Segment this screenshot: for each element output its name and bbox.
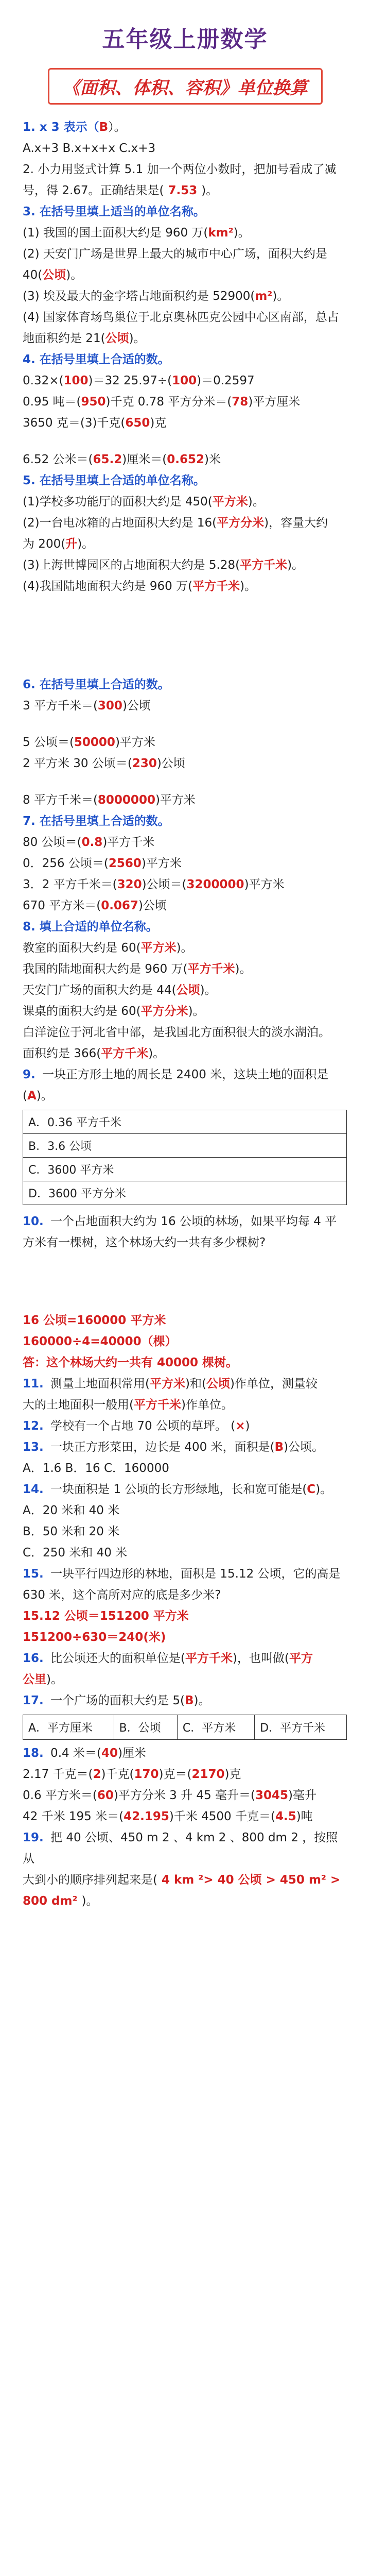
q4-row1-t3: )＝0.2597	[197, 374, 255, 387]
q4-row1	[23, 370, 347, 392]
q10-solution1: 16 公顷=160000 平方米	[23, 1314, 166, 1327]
q14-option-c: C．250 米和 40 米	[23, 1546, 128, 1560]
q18-row1-t1: 0.4 米＝(	[46, 1747, 101, 1760]
q4-row2-a2: 78	[232, 395, 249, 409]
q9-answer: A	[27, 1089, 37, 1103]
q15-solution2: 151200÷630＝240(米)	[23, 1631, 166, 1644]
q8-item2-end: )。	[235, 962, 252, 976]
q6-row4-a1: 8000000	[97, 793, 155, 807]
q18-row2-t3: )克＝(	[158, 1768, 192, 1781]
q5-item4-answer: 平方千米	[192, 580, 240, 593]
q17-option-c: C．平方米	[177, 1715, 254, 1740]
q1	[23, 117, 347, 138]
q19-line2	[23, 1870, 347, 1891]
q10-answer: 答：这个林场大约一共有 40000 棵树。	[23, 1356, 238, 1369]
q8-item5-end: )。	[148, 1047, 165, 1060]
q3-item1	[23, 223, 347, 244]
q5-heading: 5. 在括号里填上合适的单位名称。	[23, 474, 205, 487]
q19-number: 19.	[23, 1831, 44, 1844]
q4-row2-t3: )平方厘米	[248, 395, 301, 409]
q1-options: A.x+3 B.x+x+x C.x+3	[23, 142, 156, 155]
q3-item3-text: (3) 埃及最大的金字塔占地面积约是 52900(	[23, 290, 255, 303]
q4-row3-t2: )克	[150, 416, 167, 430]
q5-item2-end: )。	[77, 537, 94, 551]
q4-row2-a1: 950	[81, 395, 106, 409]
q18-row3-a1: 60	[97, 1789, 114, 1802]
q18-row4-t2: )千米 4500 千克＝(	[169, 1810, 275, 1823]
q7-row2-t2: )平方米	[141, 857, 182, 870]
q14-option-b: B．50 米和 20 米	[23, 1525, 120, 1538]
q11-mid: )和(	[185, 1377, 206, 1391]
q18-row4	[23, 1806, 347, 1827]
q8-item1-answer: 平方米	[140, 941, 177, 955]
q16-answer2: 平方	[289, 1652, 313, 1665]
q6-row3-t1: 2 平方米 30 公顷＝(	[23, 757, 132, 770]
q16-end: )。	[46, 1673, 63, 1686]
q9-text: 一块正方形土地的周长是 2400 米，这块土地的面积是	[38, 1068, 329, 1081]
q10-text: 一个占地面积大约为 16 公顷的林场，如果平均每 4 平	[46, 1215, 337, 1228]
q8-item1-end: )。	[176, 941, 193, 955]
q6-row2	[23, 732, 347, 753]
q14-answer: C	[307, 1483, 316, 1496]
q11-line2	[23, 1395, 347, 1416]
q7-row4	[23, 895, 347, 917]
q8-item3-text: 天安门广场的面积大约是 44(	[23, 984, 177, 997]
q18-row3-a2: 3045	[255, 1789, 288, 1802]
q8-item5-line2	[23, 1043, 347, 1064]
q11-answer3: 平方千米	[133, 1398, 181, 1412]
q5-item2-answer: 平方分米	[217, 516, 265, 530]
q2-line1: 2. 小力用竖式计算 5.1 加一个两位小数时，把加号看成了减	[23, 163, 337, 176]
q17	[23, 1690, 347, 1711]
q9-options-table	[23, 1110, 347, 1205]
q18-row2-t4: )克	[224, 1768, 241, 1781]
q5-item2-line1	[23, 513, 347, 534]
q8-item5-line1: 白洋淀位于河北省中部，是我国北方面积很大的淡水湖泊。	[23, 1026, 330, 1039]
page-title: 五年级上册数学	[102, 26, 268, 53]
q17-option-a: A．平方厘米	[23, 1715, 114, 1740]
q4-row4-t3: )米	[204, 453, 221, 466]
q9-line2	[23, 1086, 347, 1107]
q3-item1-text: (1) 我国的国土面积大约是 960 万(	[23, 226, 208, 240]
q7-row4-t2: )公顷	[138, 899, 167, 912]
q4-row3-t1: 3650 克＝(3)千克(	[23, 416, 126, 430]
q13	[23, 1437, 347, 1458]
q11-text2: 大的土地面积一般用(	[23, 1398, 134, 1412]
q3-item4-line2	[23, 328, 347, 349]
q7-row2-t1: 0．256 公顷＝(	[23, 857, 109, 870]
q7-heading: 7. 在括号里填上合适的数。	[23, 815, 170, 828]
q8-item2-text: 我国的陆地面积大约是 960 万(	[23, 962, 188, 976]
q1-end: ）。	[108, 121, 126, 134]
q18-row4-t3: )吨	[296, 1810, 313, 1823]
q5-item1-end: )。	[248, 495, 265, 509]
q7-row3-t3: )平方米	[244, 878, 285, 891]
q8-item3	[23, 980, 347, 1001]
q4-row1-a2: 100	[172, 374, 197, 387]
q4-row4-a2: 0.652	[167, 453, 204, 466]
q3-heading: 3. 在括号里填上适当的单位名称。	[23, 205, 205, 218]
q9-option-a: A．0.36 平方千米	[23, 1110, 347, 1134]
q3-item2-line1: (2) 天安门广场是世界上最大的城市中心广场，面积大约是	[23, 247, 327, 261]
q6-row4	[23, 790, 347, 811]
q4-row2-t2: )千克 0.78 平方分米＝(	[105, 395, 232, 409]
q5-item2-answer2: 升	[65, 537, 78, 551]
q8-item2	[23, 959, 347, 980]
q10-solution2: 160000÷4=40000（棵）	[23, 1335, 177, 1348]
q2-text: 号，得 2.67。正确结果是(	[23, 184, 164, 197]
q5-item4-end: )。	[240, 580, 257, 593]
q17-option-b: B．公顷	[114, 1715, 177, 1740]
q17-options-table	[23, 1715, 347, 1740]
q16-text: 比公顷还大的面积单位是(	[46, 1652, 186, 1665]
q19-text: 把 40 公顷、450 m 2 、4 km 2 、800 dm 2 ，按照从	[23, 1831, 338, 1866]
q5-item2-text: (2)一台电冰箱的占地面积大约是 16(	[23, 516, 217, 530]
q8-item2-answer: 平方千米	[187, 962, 235, 976]
q18-row3-t3: )毫升	[288, 1789, 316, 1802]
q3-item3	[23, 286, 347, 307]
q9-number: 9.	[23, 1068, 36, 1081]
q7-row1-a1: 0.8	[81, 836, 103, 849]
q9-line1	[23, 1064, 347, 1086]
q3-item2-answer: 公顷	[42, 268, 66, 282]
q18-row1-a1: 40	[101, 1747, 118, 1760]
q13-number: 13.	[23, 1440, 44, 1454]
q8-item4-answer: 平方分米	[140, 1005, 188, 1018]
q15-number: 15.	[23, 1567, 44, 1581]
q13-answer: B	[274, 1440, 284, 1454]
q3-item3-answer: m²	[255, 290, 273, 303]
q6-heading: 6. 在括号里填上合适的数。	[23, 678, 170, 691]
q8-item4-text: 课桌的面积大约是 60(	[23, 1005, 141, 1018]
q14	[23, 1479, 347, 1500]
q4-heading: 4. 在括号里填上合适的数。	[23, 353, 170, 366]
q2-line2	[23, 180, 347, 201]
q3-item3-end: )。	[272, 290, 289, 303]
q18-row2	[23, 1764, 347, 1785]
q8-item4-end: )。	[188, 1005, 205, 1018]
q3-item2-line2	[23, 265, 347, 286]
q8-item1	[23, 938, 347, 959]
q11-line1	[23, 1374, 347, 1395]
q12-text: 学校有一个占地 70 公顷的草坪。 (	[46, 1419, 236, 1433]
q17-option-d: D．平方千米	[255, 1715, 347, 1740]
q19-line1	[23, 1827, 347, 1870]
q11-answer2: 公顷	[206, 1377, 230, 1391]
q9-option-c: C．3600 平方米	[23, 1158, 347, 1181]
q5-item2-text2: 为 200(	[23, 537, 66, 551]
q18-row3-t1: 0.6 平方米＝(	[23, 1789, 97, 1802]
q4-row4-t1: 6.52 公米＝(	[23, 453, 93, 466]
q3-item4-end: )。	[129, 332, 146, 345]
q8-item4	[23, 1001, 347, 1022]
q6-row1-a1: 300	[97, 699, 122, 713]
q6-row1	[23, 696, 347, 717]
q7-row1-t1: 80 公顷＝(	[23, 836, 82, 849]
q8-item5-text: 面积约是 366(	[23, 1047, 101, 1060]
q8-item3-answer: 公顷	[176, 984, 200, 997]
q3-item1-answer: km²	[208, 226, 234, 240]
q18-row4-a2: 4.5	[275, 1810, 296, 1823]
q5-item4	[23, 576, 347, 597]
q5-item1	[23, 492, 347, 513]
q18-row2-a2: 170	[134, 1768, 159, 1781]
q14-end: )。	[315, 1483, 332, 1496]
q4-row2-t1: 0.95 吨＝(	[23, 395, 81, 409]
q18-row2-t2: )千克(	[101, 1768, 134, 1781]
q12-number: 12.	[23, 1419, 44, 1433]
q8-item5-answer: 平方千米	[101, 1047, 149, 1060]
q5-item1-answer: 平方米	[212, 495, 248, 509]
q15-solution1: 15.12 公顷＝151200 平方米	[23, 1609, 189, 1623]
q14-number: 14.	[23, 1483, 44, 1496]
q5-item3-text: (3)上海世博园区的占地面积大约是 5.28(	[23, 558, 240, 572]
q18-row3	[23, 1785, 347, 1806]
q18-row1-t2: )厘米	[117, 1747, 146, 1760]
q6-row1-t1: 3 平方千米＝(	[23, 699, 98, 713]
q15-line1	[23, 1564, 347, 1585]
q18-number: 18.	[23, 1747, 44, 1760]
q3-item2-end: )。	[66, 268, 83, 282]
q3-item4-answer: 公顷	[105, 332, 129, 345]
page-subtitle: 《面积、体积、容积》单位换算	[48, 68, 323, 105]
q7-row3	[23, 874, 347, 895]
q2-end: )。	[201, 184, 218, 197]
q7-row3-a1: 320	[117, 878, 142, 891]
q18-row2-a3: 2170	[191, 1768, 225, 1781]
q6-row3-a1: 230	[132, 757, 157, 770]
q1-text: 1. x 3 表示（	[23, 121, 99, 134]
q13-end: )公顷。	[284, 1440, 324, 1454]
q7-row3-t2: )公顷＝(	[142, 878, 187, 891]
q17-text: 一个广场的面积大约是 5(	[46, 1694, 185, 1707]
q2-answer: 7.53	[164, 184, 202, 197]
q9-open: (	[23, 1089, 27, 1103]
q13-options: A．1.6 B．16 C．160000	[23, 1462, 169, 1475]
q3-item4-line1: (4) 国家体育场鸟巢位于北京奥林匹克公园中心区南部，总占	[23, 311, 339, 324]
q17-answer: B	[184, 1694, 194, 1707]
q5-item3-end: )。	[287, 558, 304, 572]
q11-answer1: 平方米	[150, 1377, 186, 1391]
q6-row3	[23, 753, 347, 774]
q10-line1	[23, 1211, 347, 1232]
q4-row4-a1: 65.2	[93, 453, 122, 466]
q11-text: 测量土地面积常用(	[46, 1377, 150, 1391]
q8-heading: 8. 填上合适的单位名称。	[23, 920, 158, 934]
q7-row1-t2: )平方千米	[102, 836, 155, 849]
q4-row1-a1: 100	[63, 374, 89, 387]
q3-item4-text: 地面积约是 21(	[23, 332, 105, 345]
q14-option-a: A．20 米和 40 米	[23, 1504, 120, 1517]
q5-item2-line2	[23, 534, 347, 555]
q9-option-d: D．3600 平方分米	[23, 1181, 347, 1205]
q11-tail: )作单位，测量较	[230, 1377, 318, 1391]
q15-text: 一块平行四边形的林地，面积是 15.12 公顷，它的高是	[46, 1567, 341, 1581]
q12-end: )	[245, 1419, 250, 1433]
q4-row4	[23, 449, 347, 470]
q14-text: 一块面积是 1 公顷的长方形绿地，长和宽可能是(	[46, 1483, 307, 1496]
q6-row2-a1: 50000	[74, 736, 115, 749]
q15-line2: 630 米，这个高所对应的底是多少米?	[23, 1588, 221, 1602]
q7-row4-t1: 670 平方米＝(	[23, 899, 101, 912]
q12	[23, 1416, 347, 1437]
q16-line2	[23, 1669, 347, 1690]
q6-row4-t2: )平方米	[155, 793, 196, 807]
q17-number: 17.	[23, 1694, 44, 1707]
q16-mid: )，也叫做(	[233, 1652, 289, 1665]
q5-item3	[23, 555, 347, 576]
q4-row3	[23, 413, 347, 434]
q16-answer2-cont: 公里	[23, 1673, 46, 1686]
q17-end: )。	[193, 1694, 210, 1707]
q19-answer: 4 km ²> 40 公顷 > 450 m² >	[157, 1873, 341, 1887]
q18-row2-t1: 2.17 千克＝(	[23, 1768, 93, 1781]
q6-row2-t2: )平方米	[115, 736, 155, 749]
q9-option-b: B．3.6 公顷	[23, 1134, 347, 1158]
q4-row4-t2: )厘米＝(	[122, 453, 167, 466]
q5-item2-mid: )，容量大约	[264, 516, 328, 530]
q11-number: 11.	[23, 1377, 44, 1391]
q7-row2	[23, 853, 347, 874]
q4-row2	[23, 392, 347, 413]
q10-line2: 方米有一棵树，这个林场大约一共有多少棵树?	[23, 1236, 266, 1249]
q18-row4-t1: 42 千米 195 米＝(	[23, 1810, 124, 1823]
q16-number: 16.	[23, 1652, 44, 1665]
q9-end: )。	[36, 1089, 53, 1103]
q7-row2-a1: 2560	[108, 857, 142, 870]
q19-line3	[23, 1891, 347, 1912]
q11-end: )作单位。	[181, 1398, 233, 1412]
subtitle-box	[23, 68, 347, 105]
q13-text: 一块正方形菜田，边长是 400 米，面积是(	[46, 1440, 275, 1454]
q6-row2-t1: 5 公顷＝(	[23, 736, 74, 749]
q7-row1	[23, 832, 347, 853]
q16-line1	[23, 1648, 347, 1669]
q12-answer: ×	[235, 1419, 245, 1433]
q16-answer1: 平方千米	[185, 1652, 233, 1665]
q6-row1-t2: )公顷	[122, 699, 151, 713]
q4-row1-t1: 0.32×(	[23, 374, 64, 387]
q18-row3-t2: )平方分米 3 升 45 毫升＝(	[113, 1789, 255, 1802]
q6-row3-t2: )公顷	[156, 757, 185, 770]
q7-row4-a1: 0.067	[101, 899, 138, 912]
q18-row4-a1: 42.195	[124, 1810, 169, 1823]
q19-text2: 大到小的顺序排列起来是(	[23, 1873, 157, 1887]
q8-item3-end: )。	[200, 984, 217, 997]
q18-row2-a1: 2	[93, 1768, 101, 1781]
q3-item1-end: )。	[233, 226, 250, 240]
q7-row3-t1: 3．2 平方千米＝(	[23, 878, 117, 891]
q19-end: )。	[81, 1894, 98, 1908]
q7-row3-a2: 3200000	[186, 878, 244, 891]
q1-answer: B	[99, 121, 109, 134]
q3-item2-text: 40(	[23, 268, 43, 282]
q4-row1-t2: )＝32 25.97÷(	[88, 374, 172, 387]
q6-row4-t1: 8 平方千米＝(	[23, 793, 98, 807]
q18-row1	[23, 1743, 347, 1764]
q10-number: 10.	[23, 1215, 44, 1228]
q8-item1-text: 教室的面积大约是 60(	[23, 941, 141, 955]
q19-answer-cont: 800 dm²	[23, 1894, 82, 1908]
q4-row3-a1: 650	[125, 416, 150, 430]
q5-item3-answer: 平方千米	[240, 558, 288, 572]
q5-item4-text: (4)我国陆地面积大约是 960 万(	[23, 580, 193, 593]
q5-item1-text: (1)学校多功能厅的面积大约是 450(	[23, 495, 213, 509]
